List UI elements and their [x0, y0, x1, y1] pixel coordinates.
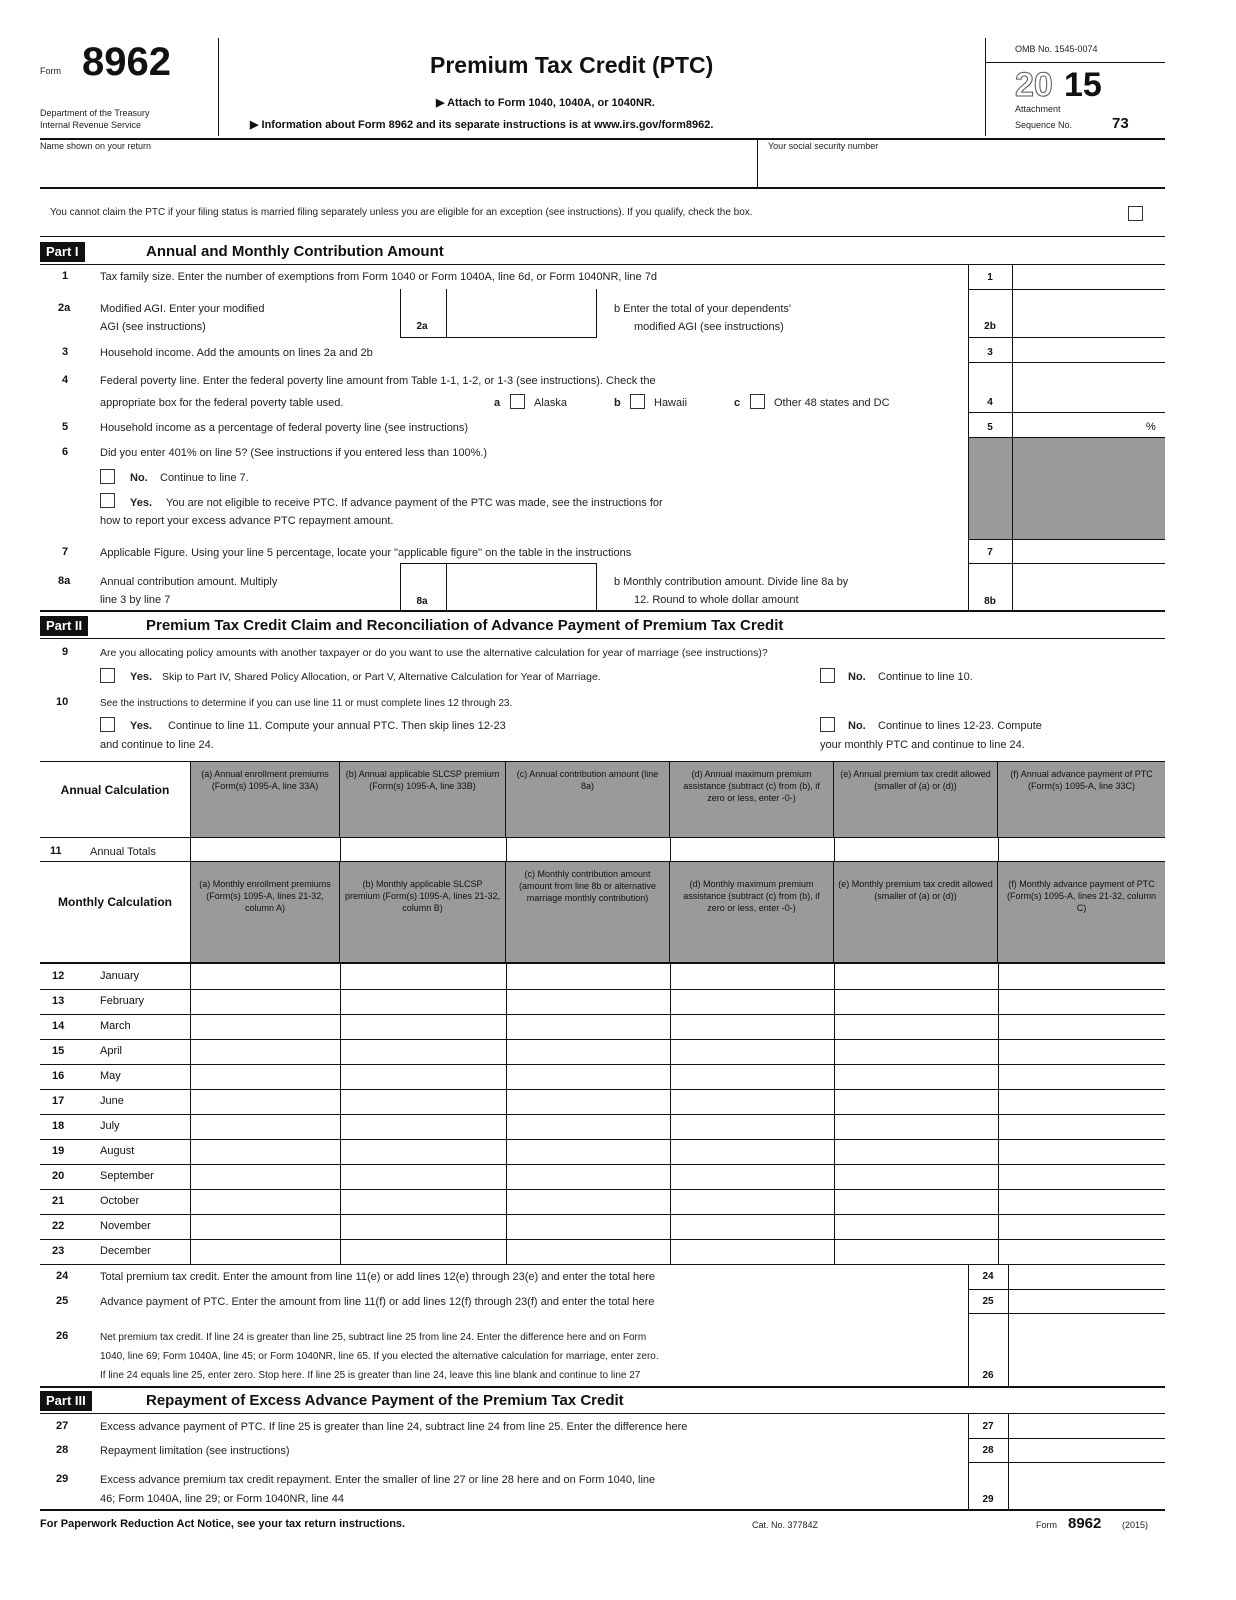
- ssn-label: Your social security number: [768, 141, 879, 151]
- month-line-number: 14: [52, 1020, 65, 1032]
- department-label: Department of the Treasury: [40, 108, 150, 118]
- line-8a-text-1: Annual contribution amount. Multiply: [100, 576, 278, 588]
- line-2a-number: 2a: [58, 302, 71, 314]
- month-cell-c[interactable]: [507, 1140, 669, 1163]
- line-9-yes-checkbox[interactable]: [100, 668, 115, 683]
- month-cell-f[interactable]: [999, 1040, 1164, 1063]
- month-cell-f[interactable]: [999, 1215, 1164, 1238]
- form-title: Premium Tax Credit (PTC): [430, 52, 714, 78]
- line-25-box-label: 25: [982, 1296, 994, 1307]
- month-name: January: [100, 970, 140, 982]
- month-cell-d[interactable]: [671, 1090, 833, 1113]
- line-2b-input[interactable]: [1013, 290, 1164, 336]
- line-24-input[interactable]: [1009, 1265, 1164, 1289]
- line-7-number: 7: [62, 546, 69, 558]
- line-29-number: 29: [56, 1473, 69, 1485]
- month-cell-b[interactable]: [341, 1190, 505, 1213]
- month-cell-d[interactable]: [671, 1165, 833, 1188]
- omb-number: OMB No. 1545-0074: [1015, 44, 1098, 54]
- line-2a-input[interactable]: [447, 290, 595, 336]
- month-name: March: [100, 1020, 131, 1032]
- form-word: Form: [40, 66, 61, 76]
- month-cell-c[interactable]: [507, 1190, 669, 1213]
- month-cell-a[interactable]: [191, 1215, 339, 1238]
- year-prefix: 20: [1015, 66, 1053, 104]
- month-cell-c[interactable]: [507, 990, 669, 1013]
- monthly-header-e: (e) Monthly premium tax credit allowed (smaller of (a) or (d)): [834, 862, 998, 962]
- line-11a-input[interactable]: [191, 838, 339, 860]
- month-cell-c[interactable]: [507, 1115, 669, 1138]
- month-cell-e[interactable]: [835, 1240, 997, 1263]
- month-cell-c[interactable]: [507, 1215, 669, 1238]
- month-line-number: 21: [52, 1195, 65, 1207]
- line-2b-text-1: b Enter the total of your dependents': [614, 303, 791, 315]
- year-suffix: 15: [1064, 66, 1102, 104]
- month-cell-c[interactable]: [507, 1090, 669, 1113]
- month-line-number: 16: [52, 1070, 65, 1082]
- month-name: June: [100, 1095, 124, 1107]
- line-26-text-3: If line 24 equals line 25, enter zero. Stop here. If line 25 is greater than line 24, leave this line blank and continue to line 27: [100, 1370, 641, 1381]
- line-2b-text-2: modified AGI (see instructions): [634, 321, 784, 333]
- month-cell-f[interactable]: [999, 1115, 1164, 1138]
- line-29-input[interactable]: [1009, 1463, 1164, 1508]
- line-11b-input[interactable]: [341, 838, 505, 860]
- annual-header-e: (e) Annual premium tax credit allowed (smaller of (a) or (d)): [834, 762, 998, 837]
- month-name: April: [100, 1045, 123, 1057]
- monthly-header-d: (d) Monthly maximum premium assistance (subtract (c) from (b), if zero or less, enter -0-): [670, 862, 834, 962]
- line-1-input[interactable]: [1013, 265, 1164, 289]
- month-cell-e[interactable]: [835, 1040, 997, 1063]
- month-cell-b[interactable]: [341, 965, 505, 988]
- line-7-box-label: 7: [987, 547, 993, 558]
- month-cell-d[interactable]: [671, 1040, 833, 1063]
- part1-title: Annual and Monthly Contribution Amount: [146, 243, 444, 260]
- month-cell-b[interactable]: [341, 1215, 505, 1238]
- line-10-no-text-2: your monthly PTC and continue to line 24.: [820, 739, 1025, 751]
- month-line-number: 20: [52, 1170, 65, 1182]
- line-11c-input[interactable]: [507, 838, 669, 860]
- column-divider: [340, 964, 341, 1264]
- line-10-text: See the instructions to determine if you can use line 11 or must complete lines 12 through 23.: [100, 698, 513, 709]
- month-cell-e[interactable]: [835, 1090, 997, 1113]
- line-6-text: Did you enter 401% on line 5? (See instructions if you entered less than 100%.): [100, 447, 488, 459]
- column-divider: [506, 964, 507, 1264]
- monthly-header-c: (c) Monthly contribution amount (amount from line 8b or alternative marriage monthly contribution): [506, 862, 670, 962]
- month-line-number: 17: [52, 1095, 65, 1107]
- line-24-box-label: 24: [982, 1271, 994, 1282]
- line-27-input[interactable]: [1009, 1414, 1164, 1438]
- annual-header-f: (f) Annual advance payment of PTC (Form(s) 1095-A, line 33C): [998, 762, 1165, 837]
- month-cell-d[interactable]: [671, 1015, 833, 1038]
- line-4-option-b: b: [614, 397, 621, 409]
- month-cell-f[interactable]: [999, 965, 1164, 988]
- month-cell-b[interactable]: [341, 1115, 505, 1138]
- line-4-box-label: 4: [987, 397, 993, 408]
- line-10-yes-text-2: and continue to line 24.: [100, 739, 214, 751]
- month-name: August: [100, 1145, 135, 1157]
- month-cell-e[interactable]: [835, 1015, 997, 1038]
- percent-sign: %: [1146, 421, 1156, 433]
- line-5-input[interactable]: [1013, 413, 1143, 437]
- month-name: February: [100, 995, 145, 1007]
- line-11d-input[interactable]: [671, 838, 833, 860]
- paperwork-notice: For Paperwork Reduction Act Notice, see your tax return instructions.: [40, 1518, 406, 1530]
- month-name: May: [100, 1070, 121, 1082]
- month-cell-f[interactable]: [999, 1165, 1164, 1188]
- month-cell-e[interactable]: [835, 1215, 997, 1238]
- line-27-box-label: 27: [982, 1421, 994, 1432]
- line-26-input[interactable]: [1009, 1314, 1164, 1385]
- monthly-calculation-label: Monthly Calculation: [58, 895, 172, 909]
- line-5-box-label: 5: [987, 422, 993, 433]
- month-name: October: [100, 1195, 140, 1207]
- month-cell-a[interactable]: [191, 1140, 339, 1163]
- month-cell-d[interactable]: [671, 965, 833, 988]
- month-cell-e[interactable]: [835, 1115, 997, 1138]
- month-cell-f[interactable]: [999, 1140, 1164, 1163]
- month-cell-a[interactable]: [191, 1090, 339, 1113]
- month-cell-f[interactable]: [999, 1240, 1164, 1263]
- month-cell-d[interactable]: [671, 1115, 833, 1138]
- month-line-number: 12: [52, 970, 65, 982]
- month-cell-f[interactable]: [999, 1065, 1164, 1088]
- month-line-number: 15: [52, 1045, 65, 1057]
- alaska-label: Alaska: [534, 397, 568, 409]
- month-cell-d[interactable]: [671, 1215, 833, 1238]
- month-name: July: [100, 1120, 120, 1132]
- line-8a-number: 8a: [58, 575, 71, 587]
- month-cell-d[interactable]: [671, 1140, 833, 1163]
- month-line-number: 18: [52, 1120, 65, 1132]
- line-5-text: Household income as a percentage of federal poverty line (see instructions): [100, 422, 469, 434]
- line-8b-box-label: 8b: [984, 596, 996, 607]
- other-states-checkbox[interactable]: [750, 394, 765, 409]
- line-4-text-1: Federal poverty line. Enter the federal poverty line amount from Table 1-1, 1-2, or 1-3 (see instructions). Check the: [100, 375, 656, 387]
- irs-label: Internal Revenue Service: [40, 120, 142, 130]
- monthly-header-f: (f) Monthly advance payment of PTC (Form(s) 1095-A, lines 21-32, column C): [998, 862, 1165, 962]
- line-7-input[interactable]: [1013, 540, 1164, 563]
- line-11e-input[interactable]: [835, 838, 997, 860]
- month-cell-e[interactable]: [835, 965, 997, 988]
- month-cell-b[interactable]: [341, 1140, 505, 1163]
- hawaii-checkbox[interactable]: [630, 394, 645, 409]
- month-cell-e[interactable]: [835, 1165, 997, 1188]
- footer-form-number: 8962: [1068, 1515, 1102, 1532]
- month-cell-f[interactable]: [999, 1190, 1164, 1213]
- part1-label: Part I: [40, 242, 85, 262]
- month-cell-a[interactable]: [191, 965, 339, 988]
- monthly-header-b: (b) Monthly applicable SLCSP premium (Form(s) 1095-A, lines 21-32, column B): [340, 862, 506, 962]
- name-label: Name shown on your return: [40, 141, 152, 151]
- line-3-text: Household income. Add the amounts on lines 2a and 2b: [100, 347, 373, 359]
- month-cell-a[interactable]: [191, 1190, 339, 1213]
- line-6-yes-label: Yes.: [130, 497, 153, 509]
- sequence-label: Sequence No.: [1015, 120, 1073, 130]
- line-6-yes-text-1: You are not eligible to receive PTC. If advance payment of the PTC was made, see the instructions for: [166, 497, 663, 509]
- line-9-number: 9: [62, 646, 69, 658]
- line-2a-box-label: 2a: [416, 321, 428, 332]
- line-10-no-checkbox[interactable]: [820, 717, 835, 732]
- other-states-label: Other 48 states and DC: [774, 397, 890, 409]
- line-1-number: 1: [62, 270, 69, 282]
- month-cell-a[interactable]: [191, 1165, 339, 1188]
- exception-checkbox[interactable]: [1128, 206, 1143, 221]
- line-26-number: 26: [56, 1330, 69, 1342]
- line-11f-input[interactable]: [999, 838, 1164, 860]
- month-cell-a[interactable]: [191, 1040, 339, 1063]
- sequence-number: 73: [1112, 115, 1129, 132]
- month-cell-a[interactable]: [191, 1015, 339, 1038]
- month-cell-f[interactable]: [999, 990, 1164, 1013]
- intro-text: You cannot claim the PTC if your filing status is married filing separately unless you are eligible for an exception (see instructions). If you qualify, check the box.: [50, 207, 753, 218]
- line-9-no-text: Continue to line 10.: [878, 671, 973, 683]
- column-divider: [834, 964, 835, 1264]
- line-8a-input[interactable]: [447, 564, 595, 609]
- line-6-yes-text-2: how to report your excess advance PTC repayment amount.: [100, 515, 394, 527]
- month-cell-a[interactable]: [191, 1240, 339, 1263]
- line-8a-text-2: line 3 by line 7: [100, 594, 171, 606]
- instructions-info: ▶ Information about Form 8962 and its separate instructions is at www.irs.gov/form8962.: [250, 119, 714, 131]
- month-cell-c[interactable]: [507, 1240, 669, 1263]
- month-line-number: 22: [52, 1220, 65, 1232]
- line-29-text-2: 46; Form 1040A, line 29; or Form 1040NR, line 44: [100, 1493, 344, 1505]
- month-name: November: [100, 1220, 151, 1232]
- line-1-box-label: 1: [987, 272, 993, 283]
- line-5-number: 5: [62, 421, 69, 433]
- month-cell-d[interactable]: [671, 990, 833, 1013]
- month-cell-b[interactable]: [341, 990, 505, 1013]
- monthly-header-a: (a) Monthly enrollment premiums (Form(s) 1095-A, lines 21-32, column A): [190, 862, 340, 962]
- line-25-text: Advance payment of PTC. Enter the amount from line 11(f) or add lines 12(f) through 23(f) and enter the total here: [100, 1296, 655, 1308]
- line-10-no-text-1: Continue to lines 12-23. Compute: [878, 720, 1042, 732]
- line-24-text: Total premium tax credit. Enter the amount from line 11(e) or add lines 12(e) through 23(e) and enter the total here: [100, 1271, 655, 1283]
- month-cell-a[interactable]: [191, 1115, 339, 1138]
- line-8b-text-1: b Monthly contribution amount. Divide line 8a by: [614, 576, 849, 588]
- footer-year: (2015): [1122, 1520, 1149, 1530]
- month-line-number: 19: [52, 1145, 65, 1157]
- line-28-text: Repayment limitation (see instructions): [100, 1445, 290, 1457]
- month-cell-c[interactable]: [507, 1065, 669, 1088]
- line-26-box-label: 26: [982, 1370, 994, 1381]
- line-26-text-2: 1040, line 69; Form 1040A, line 45; or Form 1040NR, line 65. If you elected the alternative calculation for marriage, enter zero.: [100, 1351, 659, 1362]
- line-29-text-1: Excess advance premium tax credit repayment. Enter the smaller of line 27 or line 28 here and on Form 1040, line: [100, 1474, 656, 1486]
- month-cell-d[interactable]: [671, 1190, 833, 1213]
- line-6-no-checkbox[interactable]: [100, 469, 115, 484]
- name-field[interactable]: [40, 152, 756, 186]
- month-cell-f[interactable]: [999, 1015, 1164, 1038]
- column-divider: [998, 964, 999, 1264]
- line-28-input[interactable]: [1009, 1439, 1164, 1462]
- month-cell-f[interactable]: [999, 1090, 1164, 1113]
- line-10-number: 10: [56, 696, 69, 708]
- line-9-yes-label: Yes.: [130, 671, 153, 683]
- line-4-number: 4: [62, 374, 69, 386]
- annual-header-a: (a) Annual enrollment premiums (Form(s) 1095-A, line 33A): [190, 762, 340, 837]
- month-cell-b[interactable]: [341, 1240, 505, 1263]
- month-cell-a[interactable]: [191, 1065, 339, 1088]
- line-9-no-label: No.: [848, 671, 866, 683]
- month-cell-e[interactable]: [835, 1140, 997, 1163]
- part3-label: Part III: [40, 1391, 92, 1411]
- line-3-number: 3: [62, 346, 69, 358]
- line-4-input[interactable]: [1013, 363, 1164, 412]
- month-name: September: [100, 1170, 154, 1182]
- line-8a-box-label: 8a: [416, 596, 428, 607]
- month-cell-c[interactable]: [507, 1040, 669, 1063]
- month-cell-c[interactable]: [507, 1165, 669, 1188]
- annual-header-d: (d) Annual maximum premium assistance (subtract (c) from (b), if zero or less, enter -0-): [670, 762, 834, 837]
- part2-title: Premium Tax Credit Claim and Reconciliation of Advance Payment of Premium Tax Credit: [146, 617, 784, 634]
- column-divider: [190, 964, 191, 1264]
- line-10-no-label: No.: [848, 720, 866, 732]
- month-cell-d[interactable]: [671, 1240, 833, 1263]
- row-divider: [40, 1264, 1165, 1265]
- month-cell-b[interactable]: [341, 1040, 505, 1063]
- line-4-option-c: c: [734, 397, 741, 409]
- month-line-number: 23: [52, 1245, 65, 1257]
- line-8b-input[interactable]: [1013, 564, 1164, 609]
- month-cell-e[interactable]: [835, 1065, 997, 1088]
- line-3-box-label: 3: [987, 347, 993, 358]
- line-9-yes-text: Skip to Part IV, Shared Policy Allocation, or Part V, Alternative Calculation for Year of Marriage.: [162, 671, 601, 683]
- month-cell-c[interactable]: [507, 1015, 669, 1038]
- annual-calculation-label: Annual Calculation: [60, 783, 170, 797]
- month-cell-e[interactable]: [835, 990, 997, 1013]
- line-11-number: 11: [50, 845, 62, 857]
- line-27-text: Excess advance payment of PTC. If line 25 is greater than line 24, subtract line 24 from line 25. Enter the difference here: [100, 1421, 688, 1433]
- month-cell-d[interactable]: [671, 1065, 833, 1088]
- month-cell-e[interactable]: [835, 1190, 997, 1213]
- line-9-text: Are you allocating policy amounts with another taxpayer or do you want to use the alternative calculation for year of marriage (see instructions)?: [100, 647, 768, 659]
- line-26-text-1: Net premium tax credit. If line 24 is greater than line 25, subtract line 25 from line 24. Enter the difference here and on Form: [100, 1332, 647, 1343]
- line-27-number: 27: [56, 1420, 69, 1432]
- month-cell-c[interactable]: [507, 965, 669, 988]
- line-2b-box-label: 2b: [984, 321, 996, 332]
- form-number: 8962: [82, 40, 171, 84]
- line-6-shaded-area: [969, 438, 1165, 539]
- line-4-text-2: appropriate box for the federal poverty table used.: [100, 397, 344, 409]
- line-6-no-label: No.: [130, 472, 148, 484]
- part2-label: Part II: [40, 616, 88, 636]
- line-3-input[interactable]: [1013, 338, 1164, 362]
- line-11-text: Annual Totals: [90, 846, 156, 858]
- line-8b-text-2: 12. Round to whole dollar amount: [634, 594, 799, 606]
- month-cell-b[interactable]: [341, 1015, 505, 1038]
- footer-form-word: Form: [1036, 1520, 1057, 1530]
- line-28-box-label: 28: [982, 1445, 994, 1456]
- line-9-no-checkbox[interactable]: [820, 668, 835, 683]
- month-name: December: [100, 1245, 151, 1257]
- annual-header-c: (c) Annual contribution amount (line 8a): [506, 762, 670, 837]
- line-25-number: 25: [56, 1295, 69, 1307]
- line-6-number: 6: [62, 446, 69, 458]
- line-10-yes-checkbox[interactable]: [100, 717, 115, 732]
- line-1-text: Tax family size. Enter the number of exemptions from Form 1040 or Form 1040A, line 6d, or Form 1040NR, line 7d: [100, 271, 657, 283]
- line-10-yes-label: Yes.: [130, 720, 153, 732]
- month-cell-b[interactable]: [341, 1065, 505, 1088]
- catalog-number: Cat. No. 37784Z: [752, 1520, 819, 1530]
- month-cell-a[interactable]: [191, 990, 339, 1013]
- line-4-option-a: a: [494, 397, 501, 409]
- hawaii-label: Hawaii: [654, 397, 688, 409]
- line-2a-text-1: Modified AGI. Enter your modified: [100, 303, 265, 315]
- annual-header-b: (b) Annual applicable SLCSP premium (Form(s) 1095-A, line 33B): [340, 762, 506, 837]
- month-line-number: 13: [52, 995, 65, 1007]
- column-divider: [670, 964, 671, 1264]
- line-10-yes-text-1: Continue to line 11. Compute your annual PTC. Then skip lines 12-23: [168, 720, 506, 732]
- line-24-number: 24: [56, 1270, 69, 1282]
- line-28-number: 28: [56, 1444, 69, 1456]
- attach-instruction: ▶ Attach to Form 1040, 1040A, or 1040NR.: [436, 97, 655, 109]
- line-29-box-label: 29: [982, 1494, 994, 1505]
- line-2a-text-2: AGI (see instructions): [100, 321, 206, 333]
- line-6-yes-checkbox[interactable]: [100, 493, 115, 508]
- line-6-no-text: Continue to line 7.: [160, 472, 249, 484]
- part3-title: Repayment of Excess Advance Payment of the Premium Tax Credit: [146, 1392, 624, 1409]
- attachment-label: Attachment: [1015, 104, 1061, 114]
- line-7-text: Applicable Figure. Using your line 5 percentage, locate your "applicable figure" on the table in the instructions: [100, 547, 632, 559]
- month-cell-b[interactable]: [341, 1090, 505, 1113]
- month-cell-b[interactable]: [341, 1165, 505, 1188]
- line-25-input[interactable]: [1009, 1290, 1164, 1313]
- alaska-checkbox[interactable]: [510, 394, 525, 409]
- ssn-field[interactable]: [760, 152, 1164, 186]
